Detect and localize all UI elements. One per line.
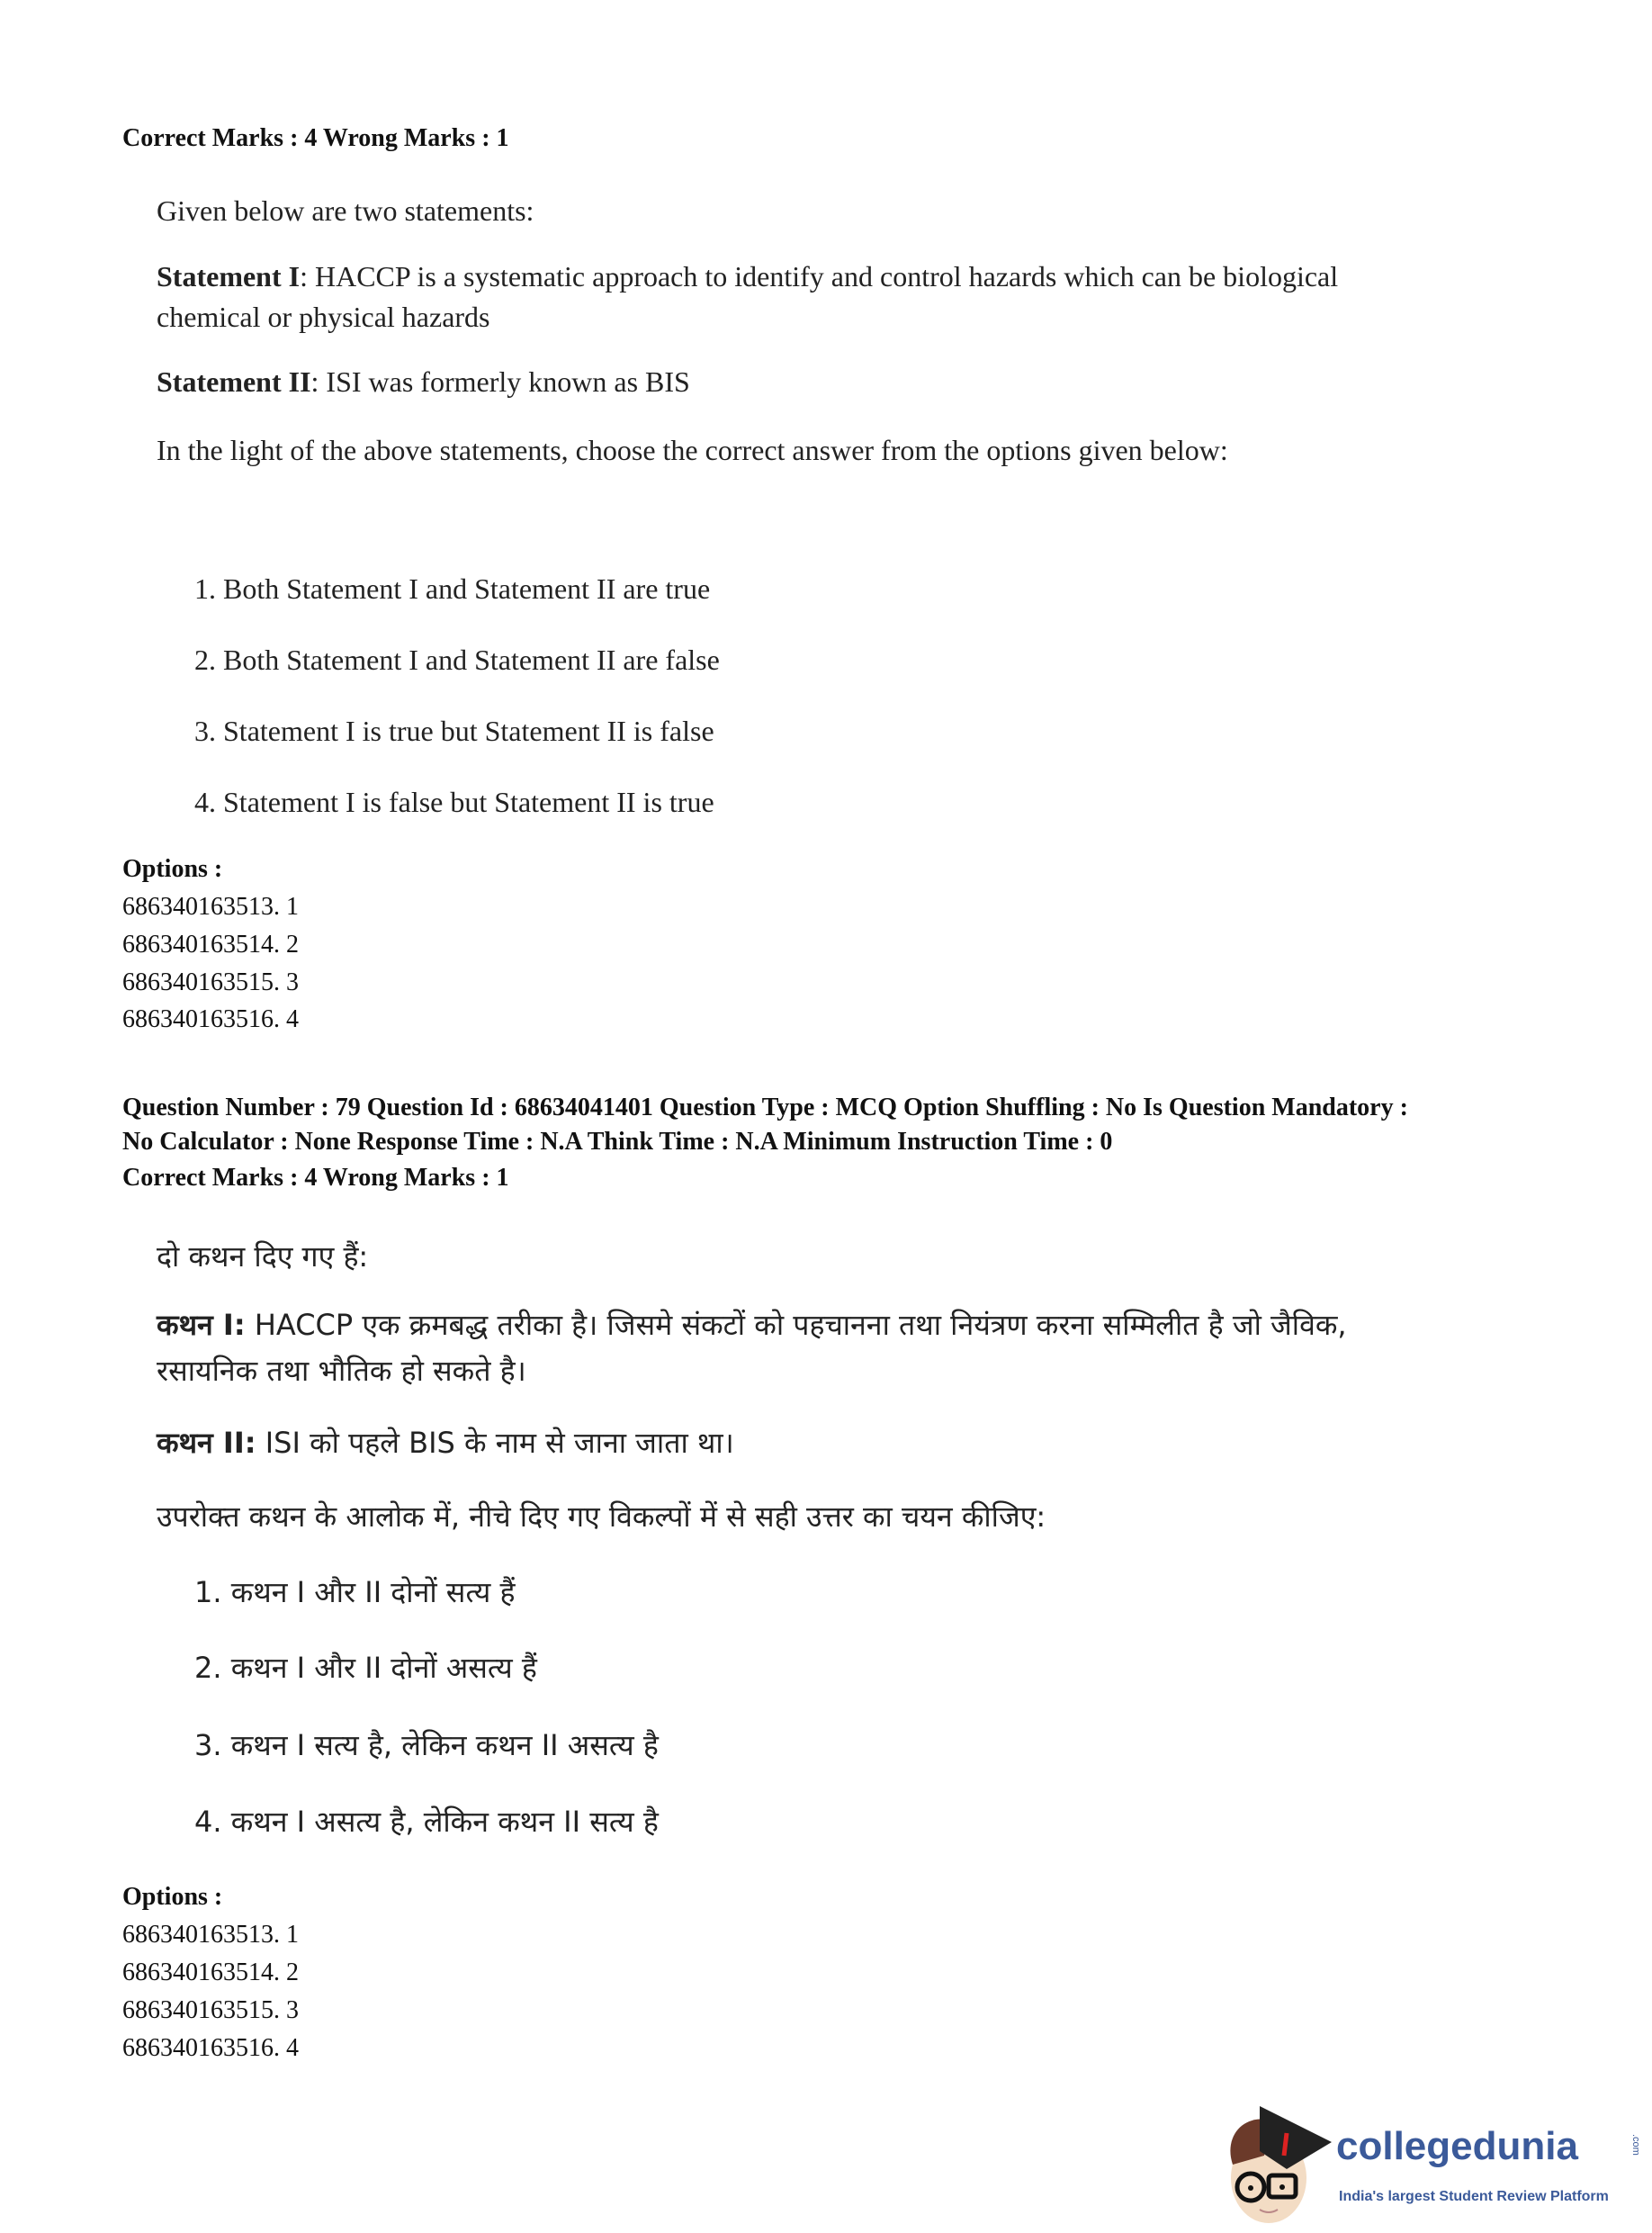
statement-2-label: कथन II: xyxy=(157,1426,256,1460)
mascot-icon xyxy=(1219,2102,1336,2228)
prompt-text: उपरोक्त कथन के आलोक में, नीचे दिए गए विकल्पों में से सही उत्तर का चयन कीजिए: xyxy=(157,1499,1046,1534)
brand-tagline: India's largest Student Review Platform xyxy=(1339,2189,1609,2204)
option-id: 686340163516. 4 xyxy=(122,1005,299,1033)
brand-domain: .com xyxy=(1630,2134,1641,2156)
collegedunia-logo xyxy=(1219,2102,1652,2228)
option-id: 686340163516. 4 xyxy=(122,2034,299,2062)
option-id: 686340163515. 3 xyxy=(122,1996,299,2024)
options-label: Options : xyxy=(122,1883,223,1911)
intro-text: Given below are two statements: xyxy=(157,194,534,227)
options-label: Options : xyxy=(122,855,223,883)
choice: 2. Both Statement I and Statement II are false xyxy=(194,644,720,676)
marks-line: Correct Marks : 4 Wrong Marks : 1 xyxy=(122,1164,509,1192)
intro-text: दो कथन दिए गए हैं: xyxy=(157,1239,369,1274)
statement-2-text: ISI को पहले BIS के नाम से जाना जाता था। xyxy=(256,1426,734,1460)
question-meta: Question Number : 79 Question Id : 68634041401 Question Type : MCQ Option Shuffling : No Is Question Mandatory : xyxy=(122,1094,1408,1121)
statement-2-text: : ISI was formerly known as BIS xyxy=(310,365,690,398)
option-id: 686340163514. 2 xyxy=(122,1958,299,1986)
choice: 2. कथन I और II दोनों असत्य हैं xyxy=(194,1651,537,1685)
statement-2 xyxy=(157,1426,734,1460)
statement-1-text: : HACCP is a systematic approach to identify and control hazards which can be biological xyxy=(300,260,1339,293)
option-id: 686340163514. 2 xyxy=(122,931,299,959)
choice: 1. कथन I और II दोनों सत्य हैं xyxy=(194,1575,516,1609)
statement-1-label: कथन I: xyxy=(157,1308,246,1342)
statement-1-label: Statement I xyxy=(157,260,301,293)
marks-line: Correct Marks : 4 Wrong Marks : 1 xyxy=(122,124,509,152)
question-meta-cont: No Calculator : None Response Time : N.A Think Time : N.A Minimum Instruction Time : 0 xyxy=(122,1128,1113,1156)
option-id: 686340163513. 1 xyxy=(122,893,299,921)
choice: 4. Statement I is false but Statement II is true xyxy=(194,786,714,818)
statement-1-cont: रसायनिक तथा भौतिक हो सकते है। xyxy=(157,1354,526,1388)
statement-1-cont: chemical or physical hazards xyxy=(157,301,490,333)
choice: 3. कथन I सत्य है, लेकिन कथन II असत्य है xyxy=(194,1728,659,1762)
option-id: 686340163513. 1 xyxy=(122,1921,299,1949)
statement-1-text: HACCP एक क्रमबद्ध तरीका है। जिसमे संकटों को पहचानना तथा नियंत्रण करना सम्मिलीत है जो जैविक, xyxy=(245,1308,1347,1342)
statement-1 xyxy=(157,1308,1347,1342)
statement-2-label: Statement II xyxy=(157,365,311,398)
choice: 1. Both Statement I and Statement II are true xyxy=(194,572,711,605)
choice: 4. कथन I असत्य है, लेकिन कथन II सत्य है xyxy=(194,1805,659,1839)
prompt-text: In the light of the above statements, choose the correct answer from the options given below: xyxy=(157,434,1228,466)
choice: 3. Statement I is true but Statement II is false xyxy=(194,715,714,747)
statement-1 xyxy=(157,262,1338,291)
option-id: 686340163515. 3 xyxy=(122,968,299,996)
brand-name: collegedunia xyxy=(1336,2124,1578,2168)
statement-2 xyxy=(157,367,690,396)
